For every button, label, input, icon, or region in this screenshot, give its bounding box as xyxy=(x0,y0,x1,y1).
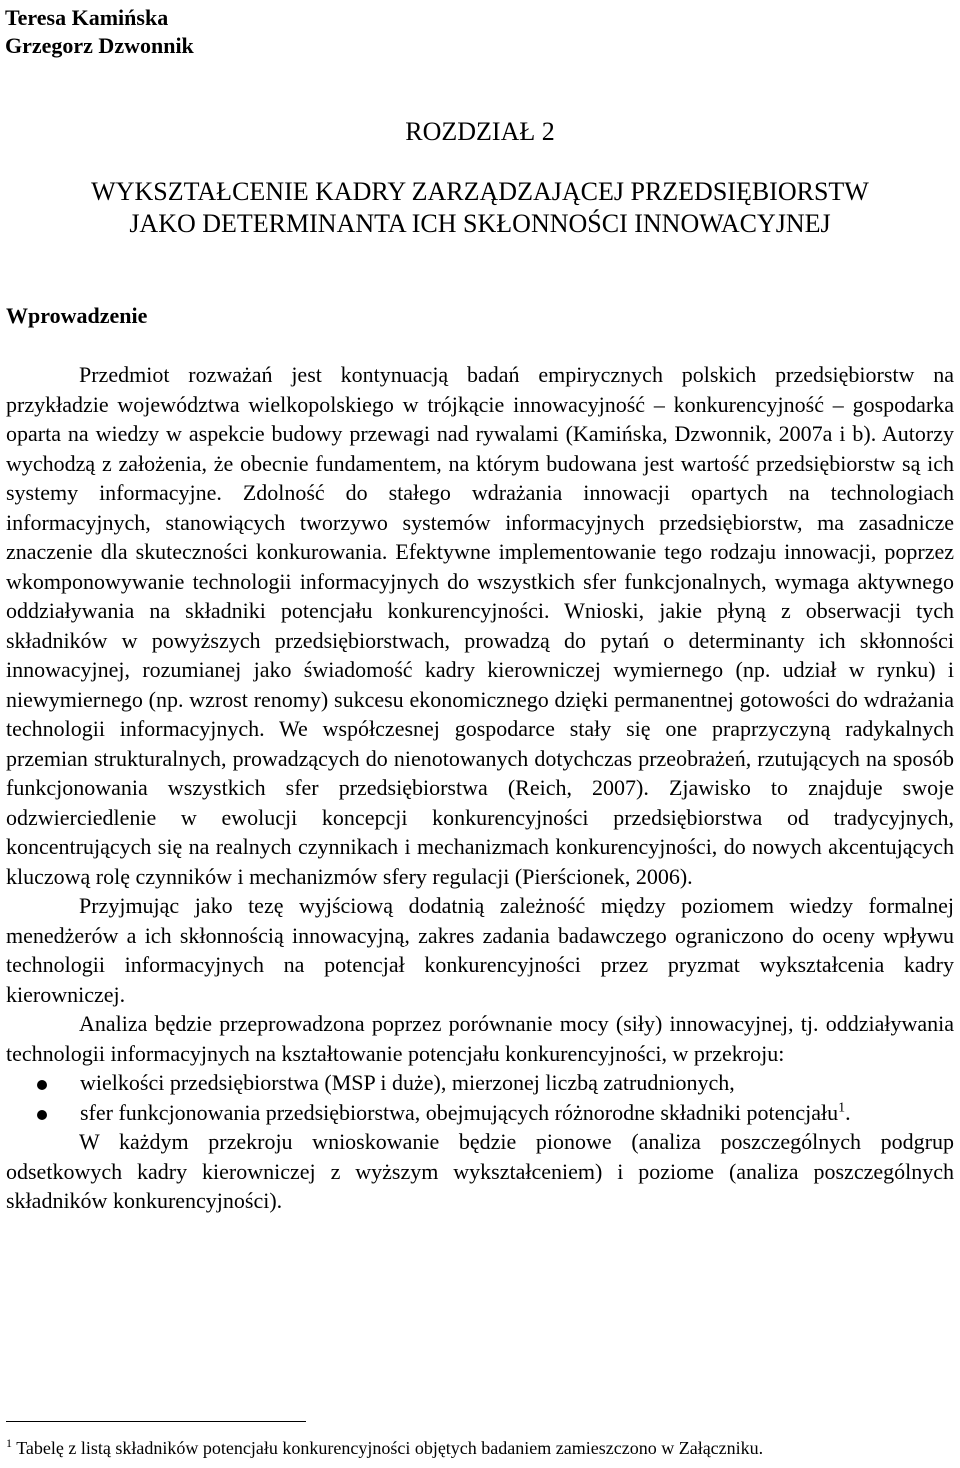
chapter-label: ROZDZIAŁ 2 xyxy=(405,117,555,146)
footnote xyxy=(6,1436,956,1460)
bullet-text: wielkości przedsiębiorstwa (MSP i duże), mierzonej liczbą zatrudnionych, xyxy=(80,1070,735,1095)
bullet-text: sfer funkcjonowania przedsiębiorstwa, obejmujących różnorodne składniki potencjału xyxy=(80,1099,839,1125)
chapter-title-line: JAKO DETERMINANTA ICH SKŁONNOŚCI INNOWACYJNEJ xyxy=(129,209,831,238)
section-heading: Wprowadzenie xyxy=(6,303,148,328)
bullet-item xyxy=(6,1068,954,1098)
footnote-text: Tabelę z listą składników potencjału konkurencyjności objętych badaniem zamieszczono w Załączniku. xyxy=(16,1438,764,1458)
bullet-dot-icon xyxy=(37,1080,47,1090)
bullet-list xyxy=(6,1068,954,1127)
footnote-reference[interactable]: 1 xyxy=(838,1100,846,1116)
bullet-dot-icon xyxy=(37,1110,47,1120)
body-text xyxy=(6,360,954,1216)
footnote-separator xyxy=(6,1421,306,1422)
paragraph: W każdym przekroju wnioskowanie będzie pionowe (analiza poszczególnych podgrup odsetkowych kadry kierowniczej z wyższym wykształceniem) i poziome (analiza poszczególnych składników konkurencyjności). xyxy=(6,1129,954,1213)
paragraph: Przedmiot rozważań jest kontynuacją badań empirycznych polskich przedsiębiorstw na przykładzie województwa wielkopolskiego w trójkącie innowacyjność – konkurencyjność – gospodarka oparta na wiedzy w aspekcie budowy przewagi nad rywalami (Kamińska, Dzwonnik, 2007a i b). Autorzy wychodzą z założenia, że obecnie fundamentem, na którym budowana jest wartość przedsiębiorstw są ich systemy informacyjne. Zdolność do stałego wdrażania innowacji opartych na technologiach informacyjnych, stanowiących tworzywo systemów informacyjnych przedsiębiorstw, ma zasadnicze znaczenie dla skuteczności konkurowania. Efektywne implementowanie tego rodzaju innowacji, poprzez wkomponowywanie technologii informacyjnych do wszystkich sfer funkcjonalnych, wymaga aktywnego oddziaływania na składniki potencjału konkurencyjności. Wnioski, jakie płyną z obserwacji tych składników w powyższych przedsiębiorstwach, prowadzą do pytań o determinanty ich skłonności innowacyjnej, rozumianej jako świadomość kadry kierowniczej wymiernego (np. udział w rynku) i niewymiernego (np. wzrost renomy) sukcesu ekonomicznego dzięki permanentnej gotowości do wdrażania technologii informacyjnych. We współczesnej gospodarce stały się one praprzyczyną radykalnych przemian strukturalnych, prowadzących do nienotowanych dotychczas przeobrażeń, rzutujących na sposób funkcjonowania wszystkich sfer przedsiębiorstwa (Reich, 2007). Zjawisko to znajduje swoje odzwierciedlenie w ewolucji koncepcji konkurencyjności przedsiębiorstwa od tradycyjnych, koncentrujących się na realnych czynnikach i mechanizmach konkurencyjności, do nowych akcentujących kluczową rolę czynników i mechanizmów sfery regulacji (Pierścionek, 2006). xyxy=(6,362,954,889)
chapter-title-line: WYKSZTAŁCENIE KADRY ZARZĄDZAJĄCEJ PRZEDSIĘBIORSTW xyxy=(91,177,869,206)
paragraph: Przyjmując jako tezę wyjściową dodatnią zależność między poziomem wiedzy formalnej menedżerów a ich skłonnością innowacyjną, zakres zadania badawczego ograniczono do oceny wpływu technologii informacyjnych na potencjał konkurencyjności przez pryzmat wykształcenia kadry kierowniczej. xyxy=(6,893,954,1007)
paragraph: Analiza będzie przeprowadzona poprzez porównanie mocy (siły) innowacyjnej, tj. oddziaływania technologii informacyjnych na kształtowanie potencjału konkurencyjności, w przekroju: xyxy=(6,1011,954,1066)
author-name: Grzegorz Dzwonnik xyxy=(5,33,194,58)
footnote-mark: 1 xyxy=(6,1436,12,1450)
author-list xyxy=(5,4,194,60)
bullet-end-punctuation: . xyxy=(845,1099,851,1125)
chapter-title xyxy=(0,176,960,240)
bullet-item xyxy=(6,1098,954,1128)
author-name: Teresa Kamińska xyxy=(5,5,169,30)
